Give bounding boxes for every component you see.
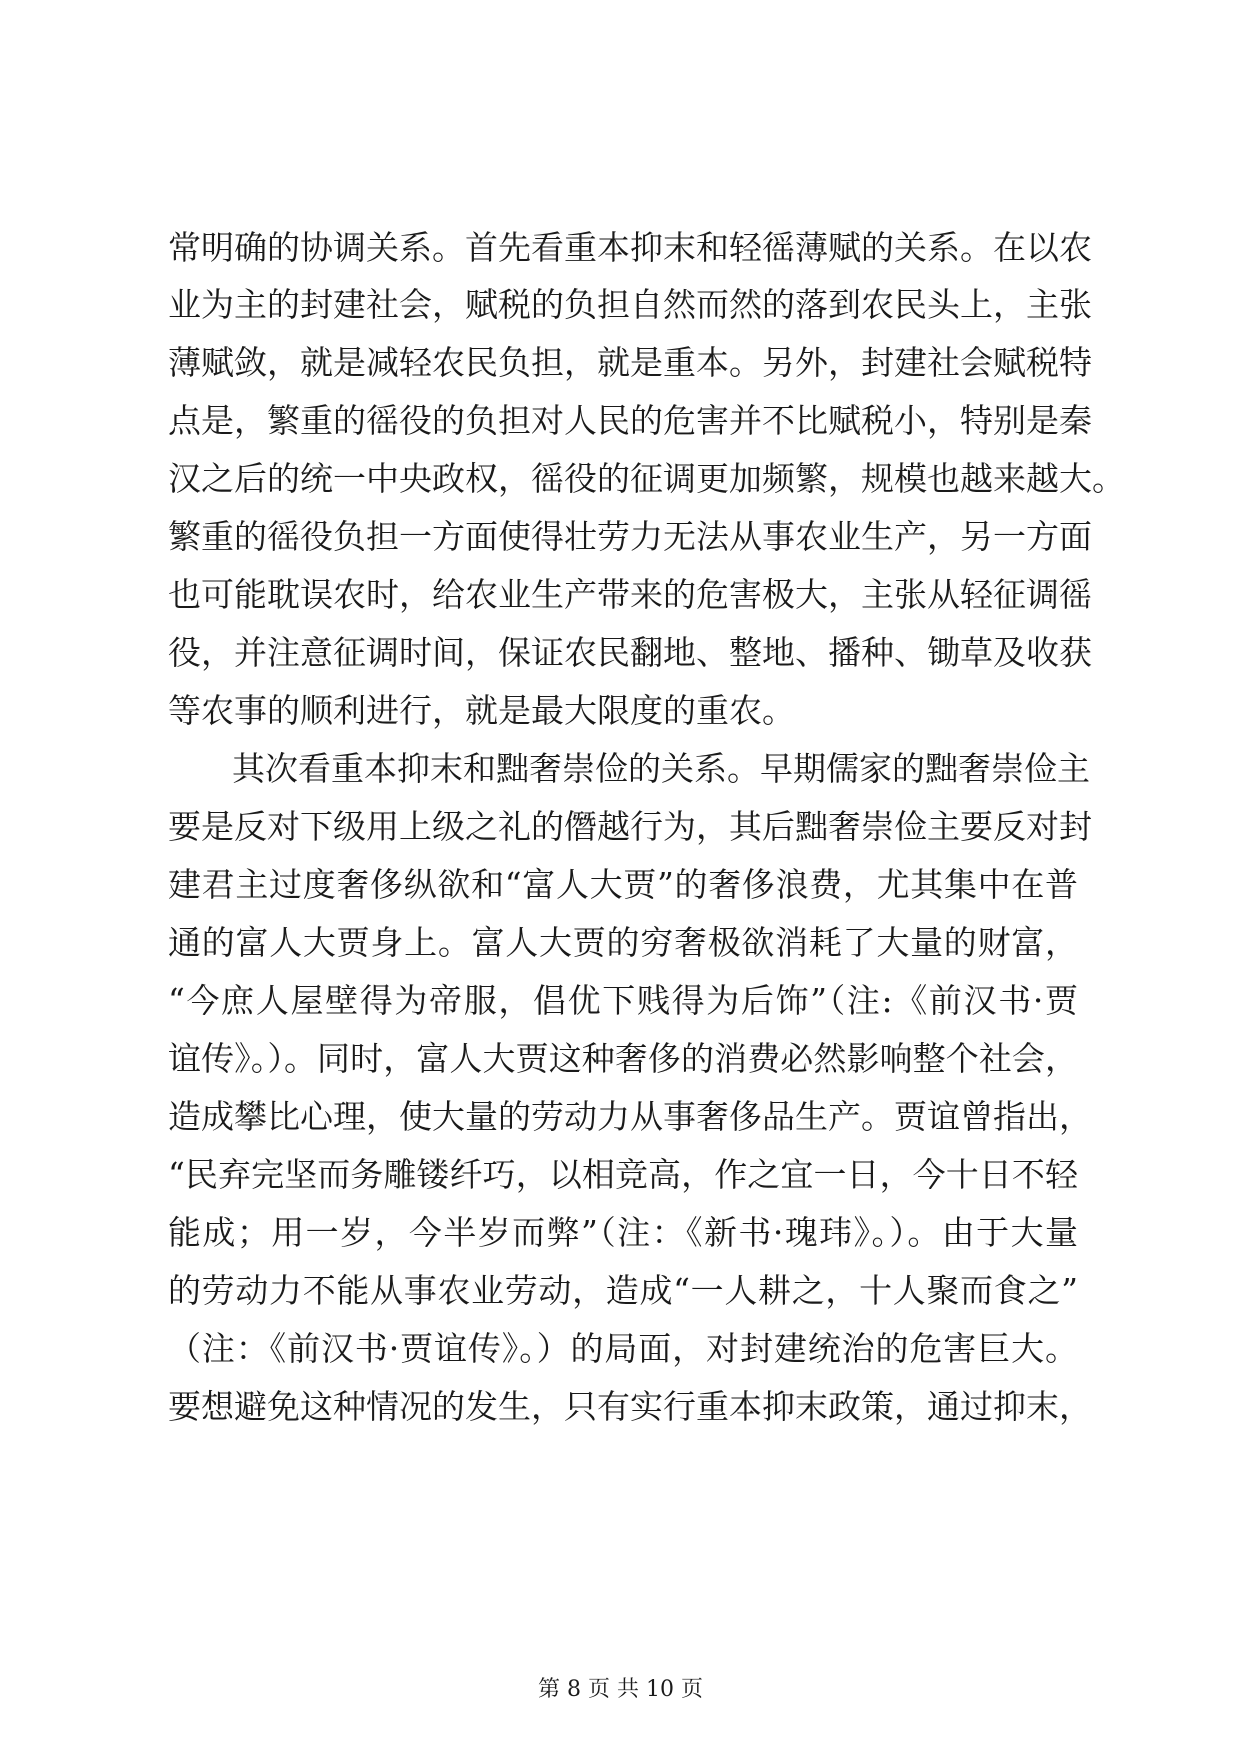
- page-number-footer: 第 8 页 共 10 页: [538, 1677, 703, 1702]
- text-line: 造成攀比心理，使大量的劳动力从事奢侈品生产。贾谊曾指出，: [168, 1097, 1092, 1136]
- text-line: 能成；用一岁，今半岁而弊”（注：《新书·瑰玮》。）。由于大量: [168, 1213, 1078, 1252]
- text-line: “民弃完坚而务雕镂纤巧，以相竞高，作之宜一日，今十日不轻: [168, 1155, 1078, 1194]
- text-line: 常明确的协调关系。首先看重本抑末和轻徭薄赋的关系。在以农: [168, 228, 1092, 267]
- text-line: 通的富人大贾身上。富人大贾的穷奢极欲消耗了大量的财富，: [168, 923, 1078, 962]
- text-line: 汉之后的统一中央政权，徭役的征调更加频繁，规模也越来越大。: [168, 459, 1125, 498]
- text-line: 建君主过度奢侈纵欲和“富人大贾”的奢侈浪费，尤其集中在普: [168, 865, 1078, 904]
- text-line: 谊传》。）。同时，富人大贾这种奢侈的消费必然影响整个社会，: [168, 1039, 1078, 1078]
- text-line: 薄赋敛，就是减轻农民负担，就是重本。另外，封建社会赋税特: [168, 343, 1092, 382]
- text-line: 役，并注意征调时间，保证农民翻地、整地、播种、锄草及收获: [168, 633, 1092, 672]
- text-line: 繁重的徭役负担一方面使得壮劳力无法从事农业生产，另一方面: [168, 517, 1092, 556]
- text-line: 也可能耽误农时，给农业生产带来的危害极大，主张从轻征调徭: [168, 575, 1092, 614]
- text-line: 的劳动力不能从事农业劳动，造成“一人耕之，十人聚而食之”: [168, 1271, 1078, 1310]
- text-line: 其次看重本抑末和黜奢崇俭的关系。早期儒家的黜奢崇俭主: [232, 749, 1090, 788]
- text-line: “今庶人屋壁得为帝服，倡优下贱得为后饰”（注:《前汉书·贾: [168, 981, 1078, 1020]
- text-line: 要想避免这种情况的发生，只有实行重本抑末政策，通过抑末，: [168, 1387, 1092, 1426]
- text-line: 业为主的封建社会，赋税的负担自然而然的落到农民头上，主张: [168, 285, 1092, 324]
- text-line: 要是反对下级用上级之礼的僭越行为，其后黜奢崇俭主要反对封: [168, 807, 1092, 846]
- text-line: 点是，繁重的徭役的负担对人民的危害并不比赋税小，特别是秦: [168, 401, 1092, 440]
- text-line: 等农事的顺利进行，就是最大限度的重农。: [168, 691, 795, 730]
- text-line: （注：《前汉书·贾谊传》。）的局面，对封建统治的危害巨大。: [168, 1329, 1078, 1368]
